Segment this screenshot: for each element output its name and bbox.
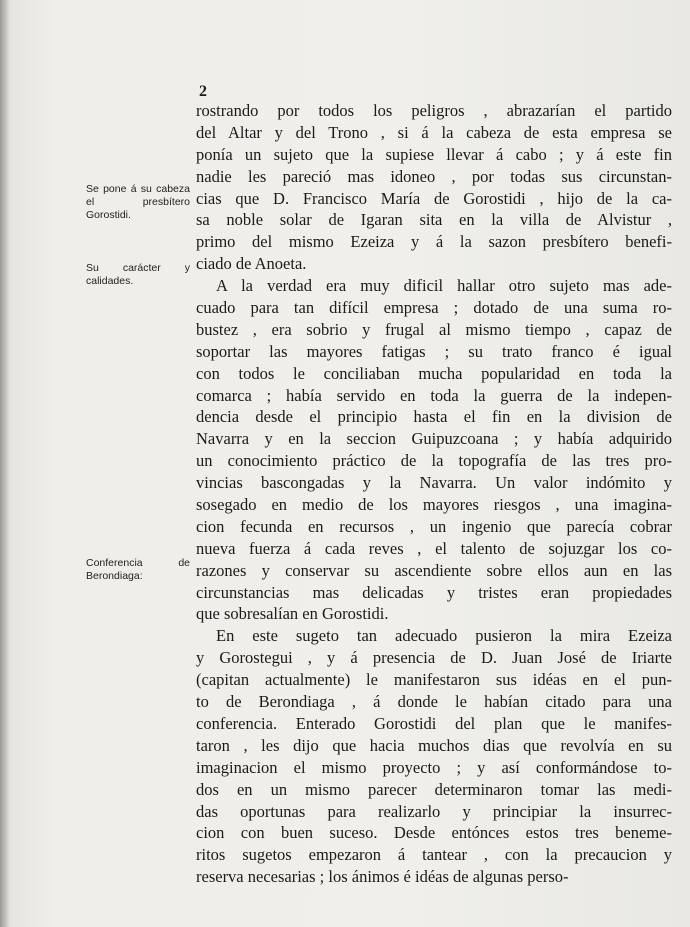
text-line: sosegado en medio de los mayores riesgos , una imagina- xyxy=(196,495,672,515)
text-line: cion con buen suceso. Desde entónces estos tres beneme- xyxy=(196,823,672,843)
text-line: (capitan actualmente) le manifestaron sus idéas en el pun- xyxy=(196,670,672,690)
binding-shadow xyxy=(0,0,10,927)
margin-note-conferencia: Conferencia de Berondiaga: xyxy=(86,557,190,582)
text-line: cuado para tan difícil empresa ; dotado de una suma ro- xyxy=(196,298,672,318)
text-line: soportar las mayores fatigas ; su trato franco é igual xyxy=(196,341,672,361)
text-line: rostrando por todos los peligros , abrazarían el partido xyxy=(196,101,672,120)
text-line: ponía un sujeto que la supiese llevar á cabo ; y á este fin xyxy=(196,144,672,164)
text-line: dencia desde el principio hasta el fin en la division de xyxy=(196,407,672,427)
text-line: y Gorostegui , y á presencia de D. Juan José de Iriarte xyxy=(196,648,672,668)
text-line: vincias bascongadas y la Navarra. Un valor indómito y xyxy=(196,473,672,493)
text-line: ritos sugetos empezaron á tantear , con la precaucion y xyxy=(196,845,672,865)
margin-note-caracter: Su carácter y calidades. xyxy=(86,262,190,287)
text-line: con todos le conciliaban mucha popularidad en toda la xyxy=(196,363,672,383)
text-line: cion fecunda en recursos , un ingenio que parecía cobrar xyxy=(196,516,672,536)
text-line: nadie les pareció mas idoneo , por todas sus circunstan- xyxy=(196,166,672,186)
text-line: cias que D. Francisco María de Gorostidi , hijo de la ca- xyxy=(196,188,672,208)
page-number: 2 xyxy=(199,83,207,100)
text-line: bustez , era sobrio y frugal al mismo tiempo , capaz de xyxy=(196,319,672,339)
margin-note-gorostidi: Se pone á su cabeza el presbítero Gorostidi. xyxy=(86,183,190,221)
text-line: das oportunas para realizarlo y principiar la insurrec- xyxy=(196,801,672,821)
paragraph xyxy=(196,625,672,888)
text-line: En este sugeto tan adecuado pusieron la mira Ezeiza xyxy=(216,626,672,646)
text-line: primo del mismo Ezeiza y á la sazon presbítero benefi- xyxy=(196,232,672,252)
text-line: comarca ; había servido en toda la guerra de la indepen- xyxy=(196,385,672,405)
text-line: nueva fuerza á cada reves , el talento de sojuzgar los co- xyxy=(196,538,672,558)
text-line: Navarra y en la seccion Guipuzcoana ; y había adquirido xyxy=(196,429,672,449)
text-line: to de Berondiaga , á donde le habían citado para una xyxy=(196,692,672,712)
text-line: dos en un mismo parecer determinaron tomar las medi- xyxy=(196,779,672,799)
text-line: razones y conservar su ascendiente sobre ellos aun en las xyxy=(196,560,672,580)
text-line: conferencia. Enterado Gorostidi del plan que le manifes- xyxy=(196,713,672,733)
text-line: taron , les dijo que hacia muchos dias que revolvía en su xyxy=(196,735,672,755)
paragraph xyxy=(196,275,672,625)
text-line: un conocimiento práctico de la topografía de las tres pro- xyxy=(196,451,672,471)
text-line: ciado de Anoeta. xyxy=(196,254,307,274)
text-line: circunstancias mas delicadas y tristes eran propiedades xyxy=(196,582,672,602)
text-line: que sobresalían en Gorostidi. xyxy=(196,604,389,624)
text-line: A la verdad era muy dificil hallar otro sujeto mas ade- xyxy=(216,276,672,296)
text-line: sa noble solar de Igaran sita en la villa de Alvistur , xyxy=(196,210,672,230)
text-line: del Altar y del Trono , si á la cabeza de esta empresa se xyxy=(196,122,672,142)
text-line: imaginacion el mismo proyecto ; y así conformándose to- xyxy=(196,757,672,777)
text-line: reserva necesarias ; los ánimos é idéas de algunas perso- xyxy=(196,867,569,887)
paragraph xyxy=(196,100,672,275)
body-text xyxy=(196,100,672,888)
